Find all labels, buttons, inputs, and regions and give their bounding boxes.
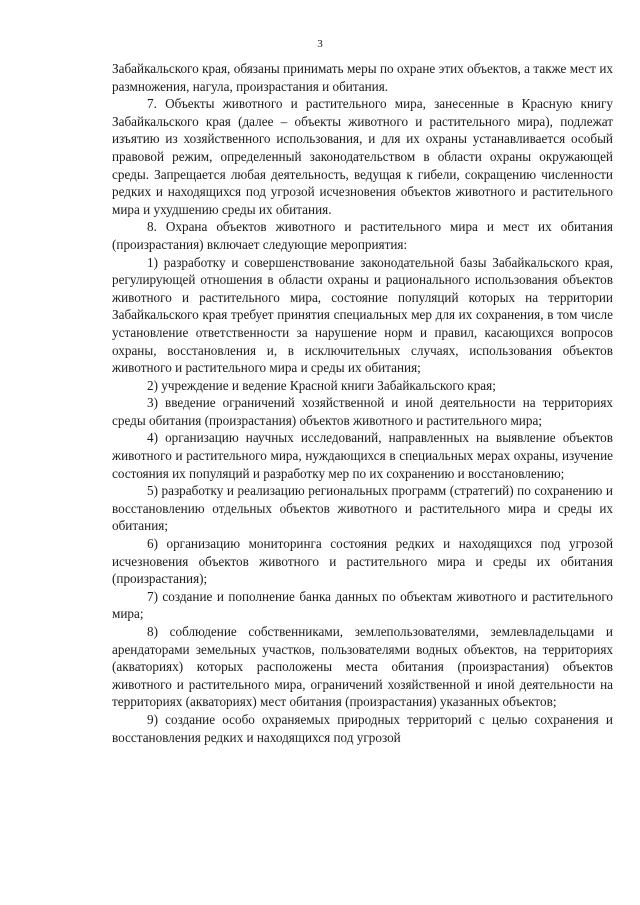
list-item-5: 5) разработку и реализацию региональных программ (стратегий) по сохранению и восстановлению отдельных объектов животного и растительного мира и среды их обитания; (112, 483, 613, 534)
paragraph-clause-8: 8. Охрана объектов животного и растительного мира и мест их обитания (произрастания) включает следующие мероприятия: (112, 219, 613, 252)
list-item-8: 8) соблюдение собственниками, землепользователями, землевладельцами и арендаторами земельных участков, пользователями водных объектов, на территориях (акваториях) которых расположены места обитания (произрастания) объектов животного и растительного мира, ограничений хозяйственной и иной деятельности на территориях (акваториях) мест обитания (произрастания) указанных объектов; (112, 624, 613, 710)
list-item-4: 4) организацию научных исследований, направленных на выявление объектов животного и растительного мира, нуждающихся в специальных мерах охраны, изучение состояния их популяций и разработку мер по их сохранению и восстановлению; (112, 430, 613, 481)
list-item-1: 1) разработку и совершенствование законодательной базы Забайкальского края, регулирующей отношения в области охраны и рационального использования объектов животного и растительного мира, состояние популяций которых на территории Забайкальского края требует принятия специальных мер для их сохранения, в том числе установление ответственности за нарушение норм и правил, касающихся вопросов охраны, восстановления и, в исключительных случаях, использования объектов животного и растительного мира и среды их обитания; (112, 254, 613, 376)
document-body (112, 60, 613, 746)
list-item-6: 6) организацию мониторинга состояния редких и находящихся под угрозой исчезновения объектов животного и растительного мира и среды их обитания (произрастания); (112, 536, 613, 587)
list-item-3: 3) введение ограничений хозяйственной и иной деятельности на территориях среды обитания (произрастания) объектов животного и растительного мира; (112, 395, 613, 428)
page-number: 3 (317, 38, 323, 50)
list-item-9: 9) создание особо охраняемых природных территорий с целью сохранения и восстановления редких и находящихся под угрозой (112, 711, 613, 745)
paragraph-clause-7: 7. Объекты животного и растительного мира, занесенные в Красную книгу Забайкальского края (далее – объекты животного и растительного мира), подлежат изъятию из хозяйственного использования, и для их охраны устанавливается особый правовой режим, определенный законодательством в области охраны окружающей среды. Запрещается любая деятельность, ведущая к гибели, сокращению численности редких и находящихся под угрозой исчезновения объектов животного и растительного мира и ухудшению среды их обитания. (112, 96, 613, 217)
list-item-2: 2) учреждение и ведение Красной книги Забайкальского края; (147, 377, 496, 393)
list-item-7: 7) создание и пополнение банка данных по объектам животного и растительного мира; (112, 588, 613, 622)
paragraph-continuation: Забайкальского края, обязаны принимать меры по охране этих объектов, а также мест их размножения, нагула, произрастания и обитания. (112, 61, 613, 94)
